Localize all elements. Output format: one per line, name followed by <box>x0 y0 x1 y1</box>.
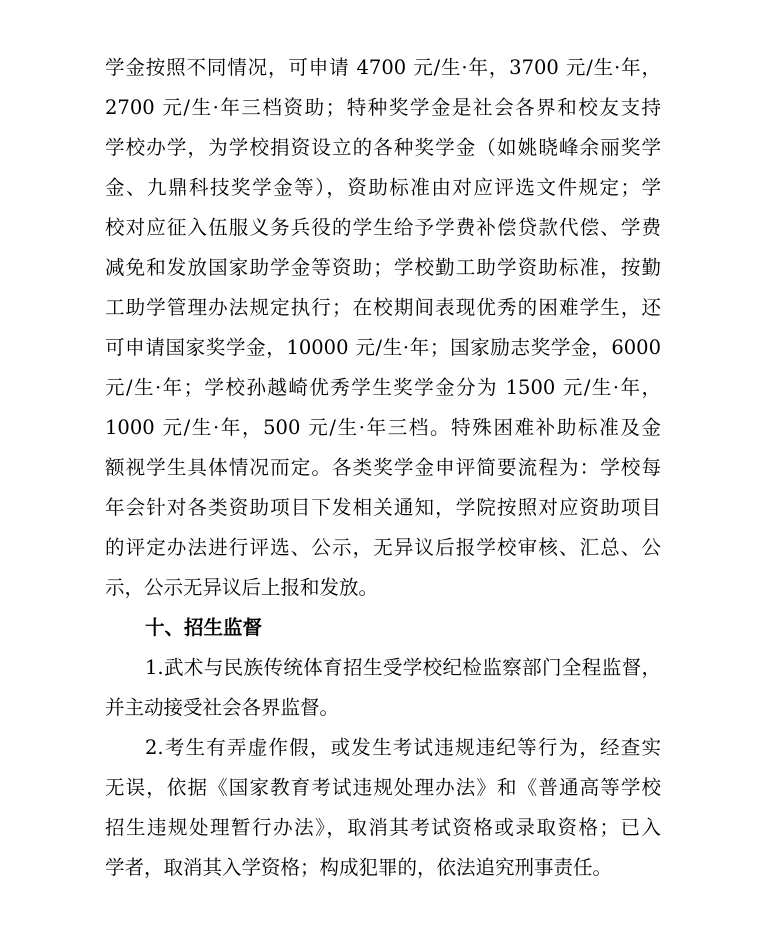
text-line: 1000 元/生·年，500 元/生·年三档。特殊困难补助标准及金 <box>105 416 661 439</box>
text-line: 减免和发放国家助学金等资助；学校勤工助学资助标准，按勤 <box>105 256 661 279</box>
section-heading: 十、招生监督 <box>145 616 263 639</box>
text-line: 学校办学，为学校捐资设立的各种奖学金（如姚晓峰余丽奖学 <box>105 136 661 159</box>
text-line: 2700 元/生·年三档资助；特种奖学金是社会各界和校友支持 <box>105 96 661 119</box>
text-line: 1.武术与民族传统体育招生受学校纪检监察部门全程监督， <box>145 656 661 679</box>
text-line: 学者，取消其入学资格；构成犯罪的，依法追究刑事责任。 <box>105 856 613 879</box>
text-line: 年会针对各类资助项目下发相关通知，学院按照对应资助项目 <box>105 496 661 519</box>
text-line: 学金按照不同情况，可申请 4700 元/生·年，3700 元/生·年， <box>105 56 661 79</box>
text-line: 并主动接受社会各界监督。 <box>105 696 340 719</box>
text-line: 校对应征入伍服义务兵役的学生给予学费补偿贷款代偿、学费 <box>105 216 661 239</box>
text-line: 工助学管理办法规定执行；在校期间表现优秀的困难学生，还 <box>105 296 661 319</box>
text-line: 无误，依据《国家教育考试违规处理办法》和《普通高等学校 <box>105 776 661 799</box>
text-line: 元/生·年；学校孙越崎优秀学生奖学金分为 1500 元/生·年， <box>105 376 661 399</box>
text-line: 额视学生具体情况而定。各类奖学金申评简要流程为：学校每 <box>105 456 661 479</box>
text-line: 的评定办法进行评选、公示，无异议后报学校审核、汇总、公 <box>105 536 661 559</box>
text-line: 示，公示无异议后上报和发放。 <box>105 576 379 599</box>
text-line: 2.考生有弄虚作假，或发生考试违规违纪等行为，经查实 <box>145 736 661 759</box>
text-line: 可申请国家奖学金，10000 元/生·年；国家励志奖学金，6000 <box>105 336 661 359</box>
text-line: 金、九鼎科技奖学金等），资助标准由对应评选文件规定；学 <box>105 176 661 199</box>
text-line: 招生违规处理暂行办法》，取消其考试资格或录取资格；已入 <box>105 816 661 839</box>
